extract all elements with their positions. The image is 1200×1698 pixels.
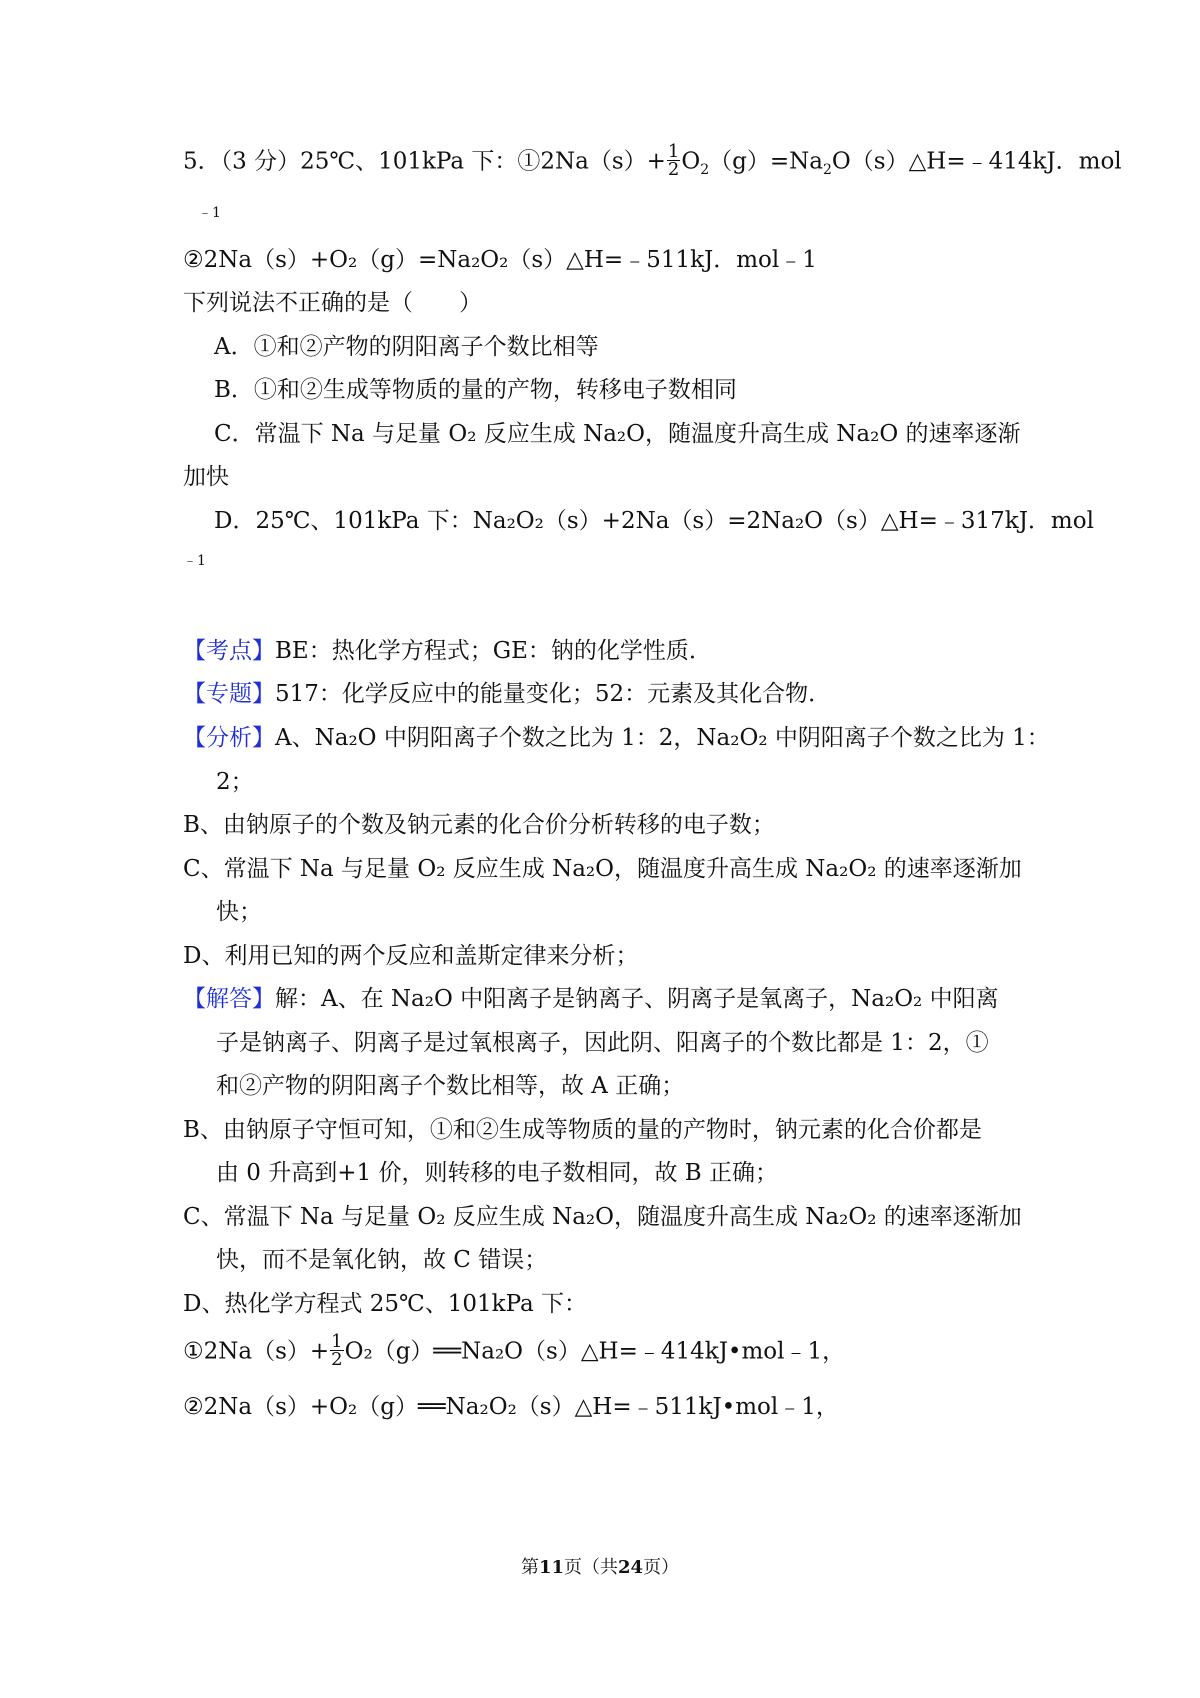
fenxi-text-c: C、常温下 Na 与足量 O₂ 反应生成 Na₂O，随温度升高生成 Na₂O₂ 的速率逐渐加 bbox=[183, 856, 1022, 882]
equation-1-restated bbox=[183, 1331, 1030, 1370]
jieda-text-a1: 解：A、在 Na₂O 中阳离子是钠离子、阴离子是氧离子，Na₂O₂ 中阳离 bbox=[275, 986, 999, 1012]
jieda-text-a3: 和②产物的阴阳离子个数比相等，故 A 正确； bbox=[216, 1073, 685, 1099]
subscript: 2 bbox=[823, 162, 832, 179]
equation-text: O₂（g）══Na₂O（s）△H=﹣414kJ•mol﹣1， bbox=[344, 1338, 846, 1365]
zhuanti-text: 517：化学反应中的能量变化；52：元素及其化合物． bbox=[275, 681, 832, 707]
equation-2: ②2Na（s）+O₂（g）=Na₂O₂（s）△H=﹣511kJ．mol﹣1 bbox=[183, 247, 817, 273]
option-c-continued: 加快 bbox=[183, 464, 229, 490]
fraction-denominator: 2 bbox=[331, 1349, 343, 1370]
jieda-text-d1: D、热化学方程式 25℃、101kPa 下： bbox=[183, 1291, 588, 1317]
fenxi-line bbox=[183, 723, 1050, 753]
jieda-text-c2: 快，而不是氧化钠，故 C 错误； bbox=[216, 1247, 548, 1273]
fenxi-text-c-continued: 快； bbox=[216, 899, 262, 925]
option-d: D．25℃、101kPa 下：Na₂O₂（s）+2Na（s）=2Na₂O（s）△H=﹣317kJ．mol bbox=[214, 508, 1094, 534]
equation-2-restated: ②2Na（s）+O₂（g）══Na₂O₂（s）△H=﹣511kJ•mol﹣1， bbox=[183, 1394, 839, 1420]
jieda-text-a2: 子是钠离子、阴离子是过氧根离子，因此阴、阳离子的个数比都是 1：2，① bbox=[216, 1030, 989, 1056]
fenxi-text-a: A、Na₂O 中阴阳离子个数之比为 1：2，Na₂O₂ 中阴阳离子个数之比为 1： bbox=[275, 725, 1050, 751]
question-line-1 bbox=[183, 141, 1122, 185]
page-number: 11 bbox=[538, 1557, 564, 1578]
fraction-one-half bbox=[330, 1333, 343, 1368]
fenxi-text-b: B、由钠原子的个数及钠元素的化合价分析转移的电子数； bbox=[183, 812, 775, 838]
zhuanti-line bbox=[183, 679, 1030, 709]
question-text: 5．（3 分）25℃、101kPa 下：①2Na（s）+ bbox=[183, 148, 666, 175]
jieda-label: 【解答】 bbox=[183, 986, 275, 1012]
footer-text: 页） bbox=[643, 1557, 680, 1578]
fenxi-label: 【分析】 bbox=[183, 725, 275, 751]
zhuanti-label: 【专题】 bbox=[183, 681, 275, 707]
fenxi-text-d: D、利用已知的两个反应和盖斯定律来分析； bbox=[183, 943, 639, 969]
kaodian-line bbox=[183, 636, 1030, 666]
fraction-denominator: 2 bbox=[667, 159, 680, 180]
subscript: 2 bbox=[700, 162, 710, 179]
footer-text: 页（共 bbox=[564, 1557, 618, 1578]
jieda-text-c1: C、常温下 Na 与足量 O₂ 反应生成 Na₂O，随温度升高生成 Na₂O₂ 的速率逐渐加 bbox=[183, 1204, 1022, 1230]
jieda-text-b2: 由 0 升高到+1 价，则转移的电子数相同，故 B 正确； bbox=[216, 1160, 778, 1186]
question-text: O bbox=[681, 148, 701, 175]
equation-text: ①2Na（s）+ bbox=[183, 1338, 330, 1365]
page-footer bbox=[0, 1556, 1200, 1580]
question-text: O（s）△H=﹣414kJ．mol bbox=[831, 148, 1122, 175]
question-prompt: 下列说法不正确的是（ ） bbox=[183, 290, 482, 316]
jieda-text-b1: B、由钠原子守恒可知，①和②生成等物质的量的产物时，钠元素的化合价都是 bbox=[183, 1117, 982, 1143]
jieda-line bbox=[183, 984, 1030, 1014]
unit-exponent: ﹣1 bbox=[198, 205, 221, 221]
fenxi-text-a-continued: 2； bbox=[216, 769, 254, 795]
question-text: （g）=Na bbox=[709, 148, 823, 175]
kaodian-text: BE：热化学方程式；GE：钠的化学性质． bbox=[275, 638, 712, 664]
kaodian-label: 【考点】 bbox=[183, 638, 275, 664]
footer-text: 第 bbox=[520, 1557, 539, 1578]
fraction-numerator: 1 bbox=[331, 1331, 343, 1352]
fraction-numerator: 1 bbox=[667, 141, 680, 162]
total-pages: 24 bbox=[618, 1557, 644, 1578]
option-b: B．①和②生成等物质的量的产物，转移电子数相同 bbox=[214, 377, 737, 403]
option-a: A．①和②产物的阴阳离子个数比相等 bbox=[214, 334, 599, 360]
fraction-one-half bbox=[667, 143, 680, 178]
option-d-exponent: ﹣1 bbox=[183, 553, 206, 569]
option-c: C．常温下 Na 与足量 O₂ 反应生成 Na₂O，随温度升高生成 Na₂O 的速率逐渐 bbox=[214, 421, 1021, 447]
